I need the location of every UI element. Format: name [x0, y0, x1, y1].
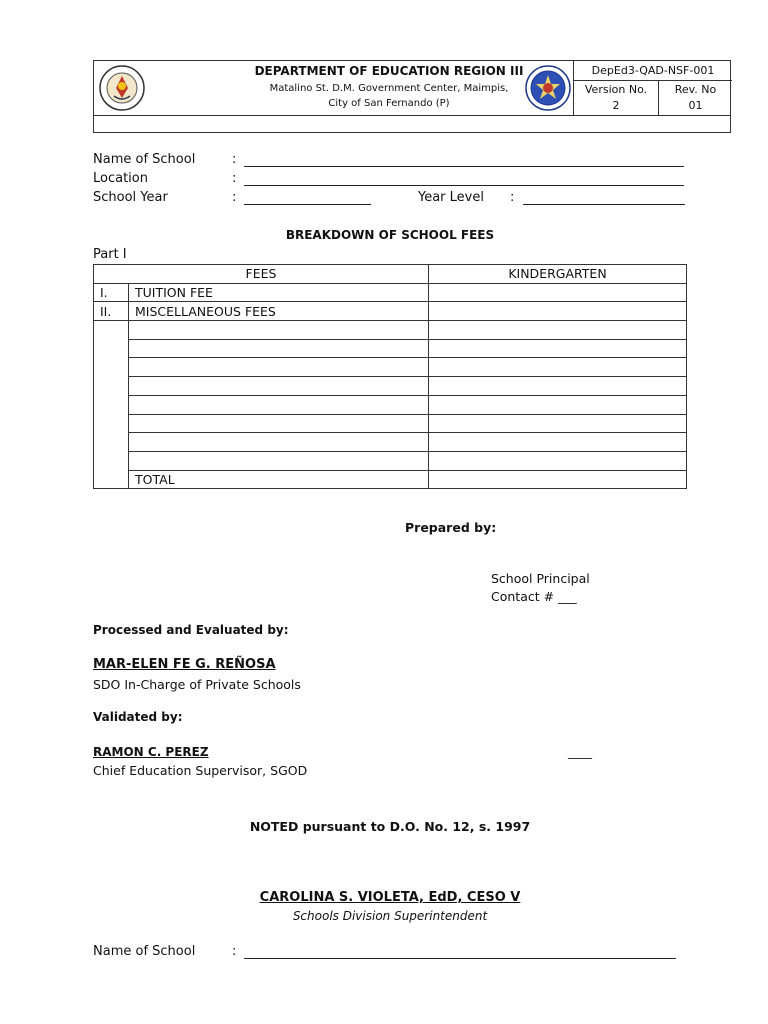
kindergarten-cell[interactable] — [429, 414, 687, 433]
kindergarten-cell[interactable] — [429, 395, 687, 414]
noted-label: NOTED pursuant to D.O. No. 12, s. 1997 — [249, 819, 531, 834]
table-row — [94, 283, 687, 302]
fee-item-cell[interactable] — [129, 395, 429, 414]
address-line-2: City of San Fernando (P) — [328, 98, 450, 109]
fee-item-cell[interactable] — [129, 358, 429, 377]
superintendent-name-wrap — [93, 890, 687, 905]
kindergarten-cell[interactable] — [429, 377, 687, 396]
table-header-row — [94, 265, 687, 284]
location-field[interactable] — [244, 185, 684, 186]
fees-column-header: FEES — [94, 265, 429, 284]
year-level-colon: : — [510, 190, 515, 205]
document-header — [93, 60, 731, 133]
total-kindergarten-cell[interactable] — [429, 470, 687, 489]
kindergarten-cell[interactable] — [429, 302, 687, 321]
prepared-by-label: Prepared by: — [405, 520, 497, 535]
header-title: DEPARTMENT OF EDUCATION REGION III — [254, 64, 524, 78]
table-row — [94, 451, 687, 470]
fee-item-cell[interactable] — [129, 433, 429, 452]
version-value: 2 — [612, 99, 620, 112]
footer-name-of-school-label: Name of School — [93, 944, 196, 959]
total-row — [94, 470, 687, 489]
school-year-label: School Year — [93, 190, 168, 205]
processed-by-name: MAR-ELEN FE G. REÑOSA — [93, 657, 276, 672]
fee-item-cell[interactable] — [129, 377, 429, 396]
table-row — [94, 358, 687, 377]
fee-item-cell[interactable] — [129, 414, 429, 433]
contact-label: Contact # ___ — [491, 589, 577, 604]
school-year-field[interactable] — [244, 204, 371, 205]
name-of-school-colon: : — [232, 152, 237, 167]
table-row — [94, 302, 687, 321]
row-number: I. — [94, 283, 129, 302]
validated-by-name: RAMON C. PEREZ — [93, 745, 209, 759]
fee-item-cell[interactable] — [129, 321, 429, 340]
table-row — [94, 321, 687, 340]
name-of-school-field[interactable] — [244, 166, 684, 167]
kindergarten-cell[interactable] — [429, 321, 687, 340]
footer-name-of-school-colon: : — [232, 944, 237, 959]
header-top-row — [94, 61, 730, 116]
school-principal-label: School Principal — [491, 571, 590, 586]
validated-by-role: Chief Education Supervisor, SGOD — [93, 763, 308, 778]
kindergarten-cell[interactable] — [429, 358, 687, 377]
location-colon: : — [232, 171, 237, 186]
document-code: DepEd3-QAD-NSF-001 — [574, 61, 732, 81]
table-row — [94, 377, 687, 396]
row-label: MISCELLANEOUS FEES — [129, 302, 429, 321]
total-label: TOTAL — [129, 470, 429, 489]
deped-seal-left-icon — [98, 64, 146, 112]
validated-blank: ____ — [568, 745, 592, 759]
revision-label: Rev. No — [674, 83, 717, 96]
version-cell — [574, 80, 659, 115]
table-row — [94, 395, 687, 414]
table-row — [94, 339, 687, 358]
version-label: Version No. — [584, 83, 648, 96]
address-line-1: Matalino St. D.M. Government Center, Maimpis, — [269, 83, 509, 94]
deped-seal-right-icon — [524, 64, 572, 112]
name-of-school-label: Name of School — [93, 152, 196, 167]
part-label: Part I — [93, 247, 127, 262]
year-level-field[interactable] — [523, 204, 685, 205]
processed-by-role: SDO In-Charge of Private Schools — [93, 677, 301, 692]
fees-table — [93, 264, 687, 489]
kindergarten-cell[interactable] — [429, 283, 687, 302]
table-row — [94, 433, 687, 452]
school-year-colon: : — [232, 190, 237, 205]
section-title: BREAKDOWN OF SCHOOL FEES — [285, 228, 495, 242]
revision-cell — [659, 80, 732, 115]
kindergarten-cell[interactable] — [429, 339, 687, 358]
kindergarten-column-header: KINDERGARTEN — [429, 265, 687, 284]
year-level-label: Year Level — [418, 190, 484, 205]
kindergarten-cell[interactable] — [429, 433, 687, 452]
row-label: TUITION FEE — [129, 283, 429, 302]
fee-item-cell[interactable] — [129, 339, 429, 358]
location-label: Location — [93, 171, 148, 186]
superintendent-name: CAROLINA S. VIOLETA, EdD, CESO V — [259, 890, 521, 905]
fee-item-cell[interactable] — [129, 451, 429, 470]
footer-name-of-school-field[interactable] — [244, 958, 676, 959]
table-row — [94, 414, 687, 433]
superintendent-role: Schools Division Superintendent — [292, 909, 488, 923]
row-number-spacer — [94, 321, 129, 489]
validated-by-label: Validated by: — [93, 710, 183, 724]
row-number: II. — [94, 302, 129, 321]
kindergarten-cell[interactable] — [429, 451, 687, 470]
revision-value: 01 — [688, 99, 703, 112]
document-code-box — [573, 61, 732, 115]
processed-by-label: Processed and Evaluated by: — [93, 623, 289, 637]
